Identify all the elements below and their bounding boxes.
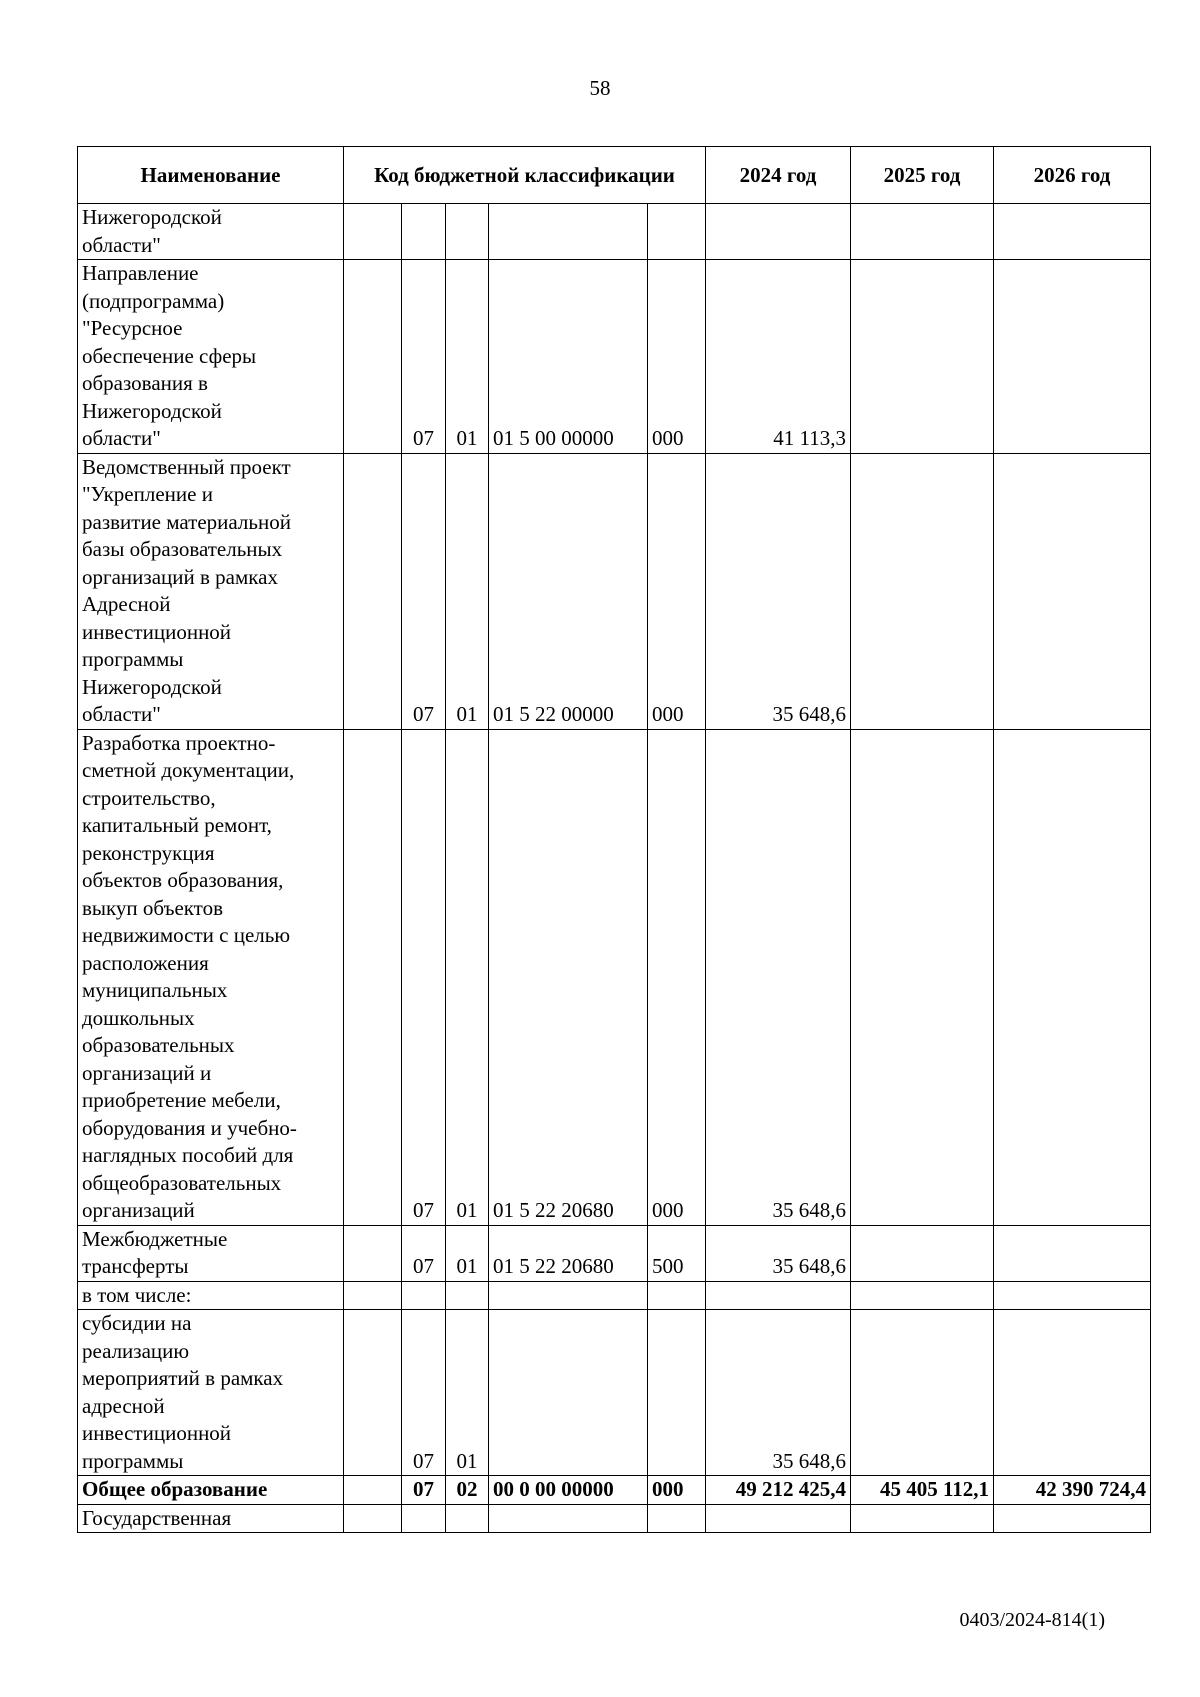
empty-cell [344, 1504, 402, 1533]
row-name: Общее образование [78, 1476, 344, 1505]
code-section: 07 [402, 1225, 446, 1281]
amount-2026 [994, 260, 1151, 454]
code-target: 01 5 22 20680 [489, 1225, 648, 1281]
code-subsection: 02 [446, 1476, 489, 1505]
row-name: Разработка проектно- сметной документации, строительство, капитальный ремонт, реконструкция объектов образования, выкуп объектов недвижимости с целью расположения муниципальных дошкольных образовательных организаций и приобретение мебели, оборудования и учебно- наглядных пособий для общеобразовательных организаций [78, 729, 344, 1225]
table-row [78, 1504, 1151, 1533]
code-section [402, 1504, 446, 1533]
code-target [489, 1504, 648, 1533]
empty-cell [344, 1225, 402, 1281]
amount-2024: 35 648,6 [706, 1310, 851, 1476]
row-name: Направление (подпрограмма) "Ресурсное обеспечение сферы образования в Нижегородской области" [78, 260, 344, 454]
table-row [78, 729, 1151, 1225]
document-code: 0403/2024-814(1) [959, 1609, 1105, 1631]
row-name: Нижегородской области" [78, 204, 344, 260]
amount-2025: 45 405 112,1 [851, 1476, 994, 1505]
empty-cell [344, 204, 402, 260]
code-subsection [446, 1281, 489, 1310]
code-expense-type: 000 [648, 453, 706, 729]
budget-table [77, 146, 1151, 1533]
amount-2025 [851, 204, 994, 260]
code-section [402, 204, 446, 260]
code-expense-type [648, 1281, 706, 1310]
empty-cell [344, 260, 402, 454]
amount-2025 [851, 453, 994, 729]
amount-2024 [706, 204, 851, 260]
header-name: Наименование [78, 147, 344, 204]
code-expense-type [648, 204, 706, 260]
amount-2024 [706, 1504, 851, 1533]
code-subsection: 01 [446, 729, 489, 1225]
code-target: 00 0 00 00000 [489, 1476, 648, 1505]
amount-2024: 49 212 425,4 [706, 1476, 851, 1505]
amount-2026 [994, 1225, 1151, 1281]
amount-2024: 35 648,6 [706, 453, 851, 729]
code-subsection: 01 [446, 1225, 489, 1281]
amount-2024: 35 648,6 [706, 729, 851, 1225]
amount-2026 [994, 204, 1151, 260]
table-header-row [78, 147, 1151, 204]
code-section: 07 [402, 260, 446, 454]
code-subsection: 01 [446, 260, 489, 454]
code-subsection: 01 [446, 453, 489, 729]
header-2024: 2024 год [706, 147, 851, 204]
amount-2025 [851, 1310, 994, 1476]
code-target: 01 5 00 00000 [489, 260, 648, 454]
code-subsection [446, 204, 489, 260]
table-row-total [78, 1476, 1151, 1505]
header-2026: 2026 год [994, 147, 1151, 204]
code-target: 01 5 22 20680 [489, 729, 648, 1225]
code-section: 07 [402, 453, 446, 729]
code-expense-type: 000 [648, 260, 706, 454]
header-2025: 2025 год [851, 147, 994, 204]
row-name: в том числе: [78, 1281, 344, 1310]
row-name: Межбюджетные трансферты [78, 1225, 344, 1281]
code-target [489, 1310, 648, 1476]
code-target [489, 204, 648, 260]
code-section: 07 [402, 1310, 446, 1476]
amount-2024 [706, 1281, 851, 1310]
empty-cell [344, 1310, 402, 1476]
row-name: Ведомственный проект "Укрепление и развитие материальной базы образовательных организаций в рамках Адресной инвестиционной программы Нижегородской области" [78, 453, 344, 729]
table-row [78, 260, 1151, 454]
amount-2026 [994, 453, 1151, 729]
amount-2026 [994, 729, 1151, 1225]
code-section [402, 1281, 446, 1310]
code-expense-type: 000 [648, 729, 706, 1225]
code-expense-type: 000 [648, 1476, 706, 1505]
page-number: 58 [589, 76, 611, 100]
row-name: Государственная [78, 1504, 344, 1533]
empty-cell [344, 729, 402, 1225]
table-row [78, 204, 1151, 260]
amount-2024: 41 113,3 [706, 260, 851, 454]
amount-2025 [851, 1504, 994, 1533]
amount-2025 [851, 1225, 994, 1281]
code-expense-type [648, 1310, 706, 1476]
amount-2024: 35 648,6 [706, 1225, 851, 1281]
code-target: 01 5 22 00000 [489, 453, 648, 729]
code-expense-type: 500 [648, 1225, 706, 1281]
table-row [78, 1281, 1151, 1310]
empty-cell [344, 1281, 402, 1310]
header-code: Код бюджетной классификации [344, 147, 706, 204]
amount-2026: 42 390 724,4 [994, 1476, 1151, 1505]
empty-cell [344, 1476, 402, 1505]
amount-2026 [994, 1310, 1151, 1476]
code-section: 07 [402, 1476, 446, 1505]
empty-cell [344, 453, 402, 729]
amount-2025 [851, 260, 994, 454]
amount-2025 [851, 729, 994, 1225]
table-row [78, 1225, 1151, 1281]
row-name: субсидии на реализацию мероприятий в рамках адресной инвестиционной программы [78, 1310, 344, 1476]
code-subsection [446, 1504, 489, 1533]
code-expense-type [648, 1504, 706, 1533]
table-row [78, 453, 1151, 729]
amount-2026 [994, 1281, 1151, 1310]
code-subsection: 01 [446, 1310, 489, 1476]
amount-2026 [994, 1504, 1151, 1533]
code-section: 07 [402, 729, 446, 1225]
code-target [489, 1281, 648, 1310]
amount-2025 [851, 1281, 994, 1310]
table-row [78, 1310, 1151, 1476]
